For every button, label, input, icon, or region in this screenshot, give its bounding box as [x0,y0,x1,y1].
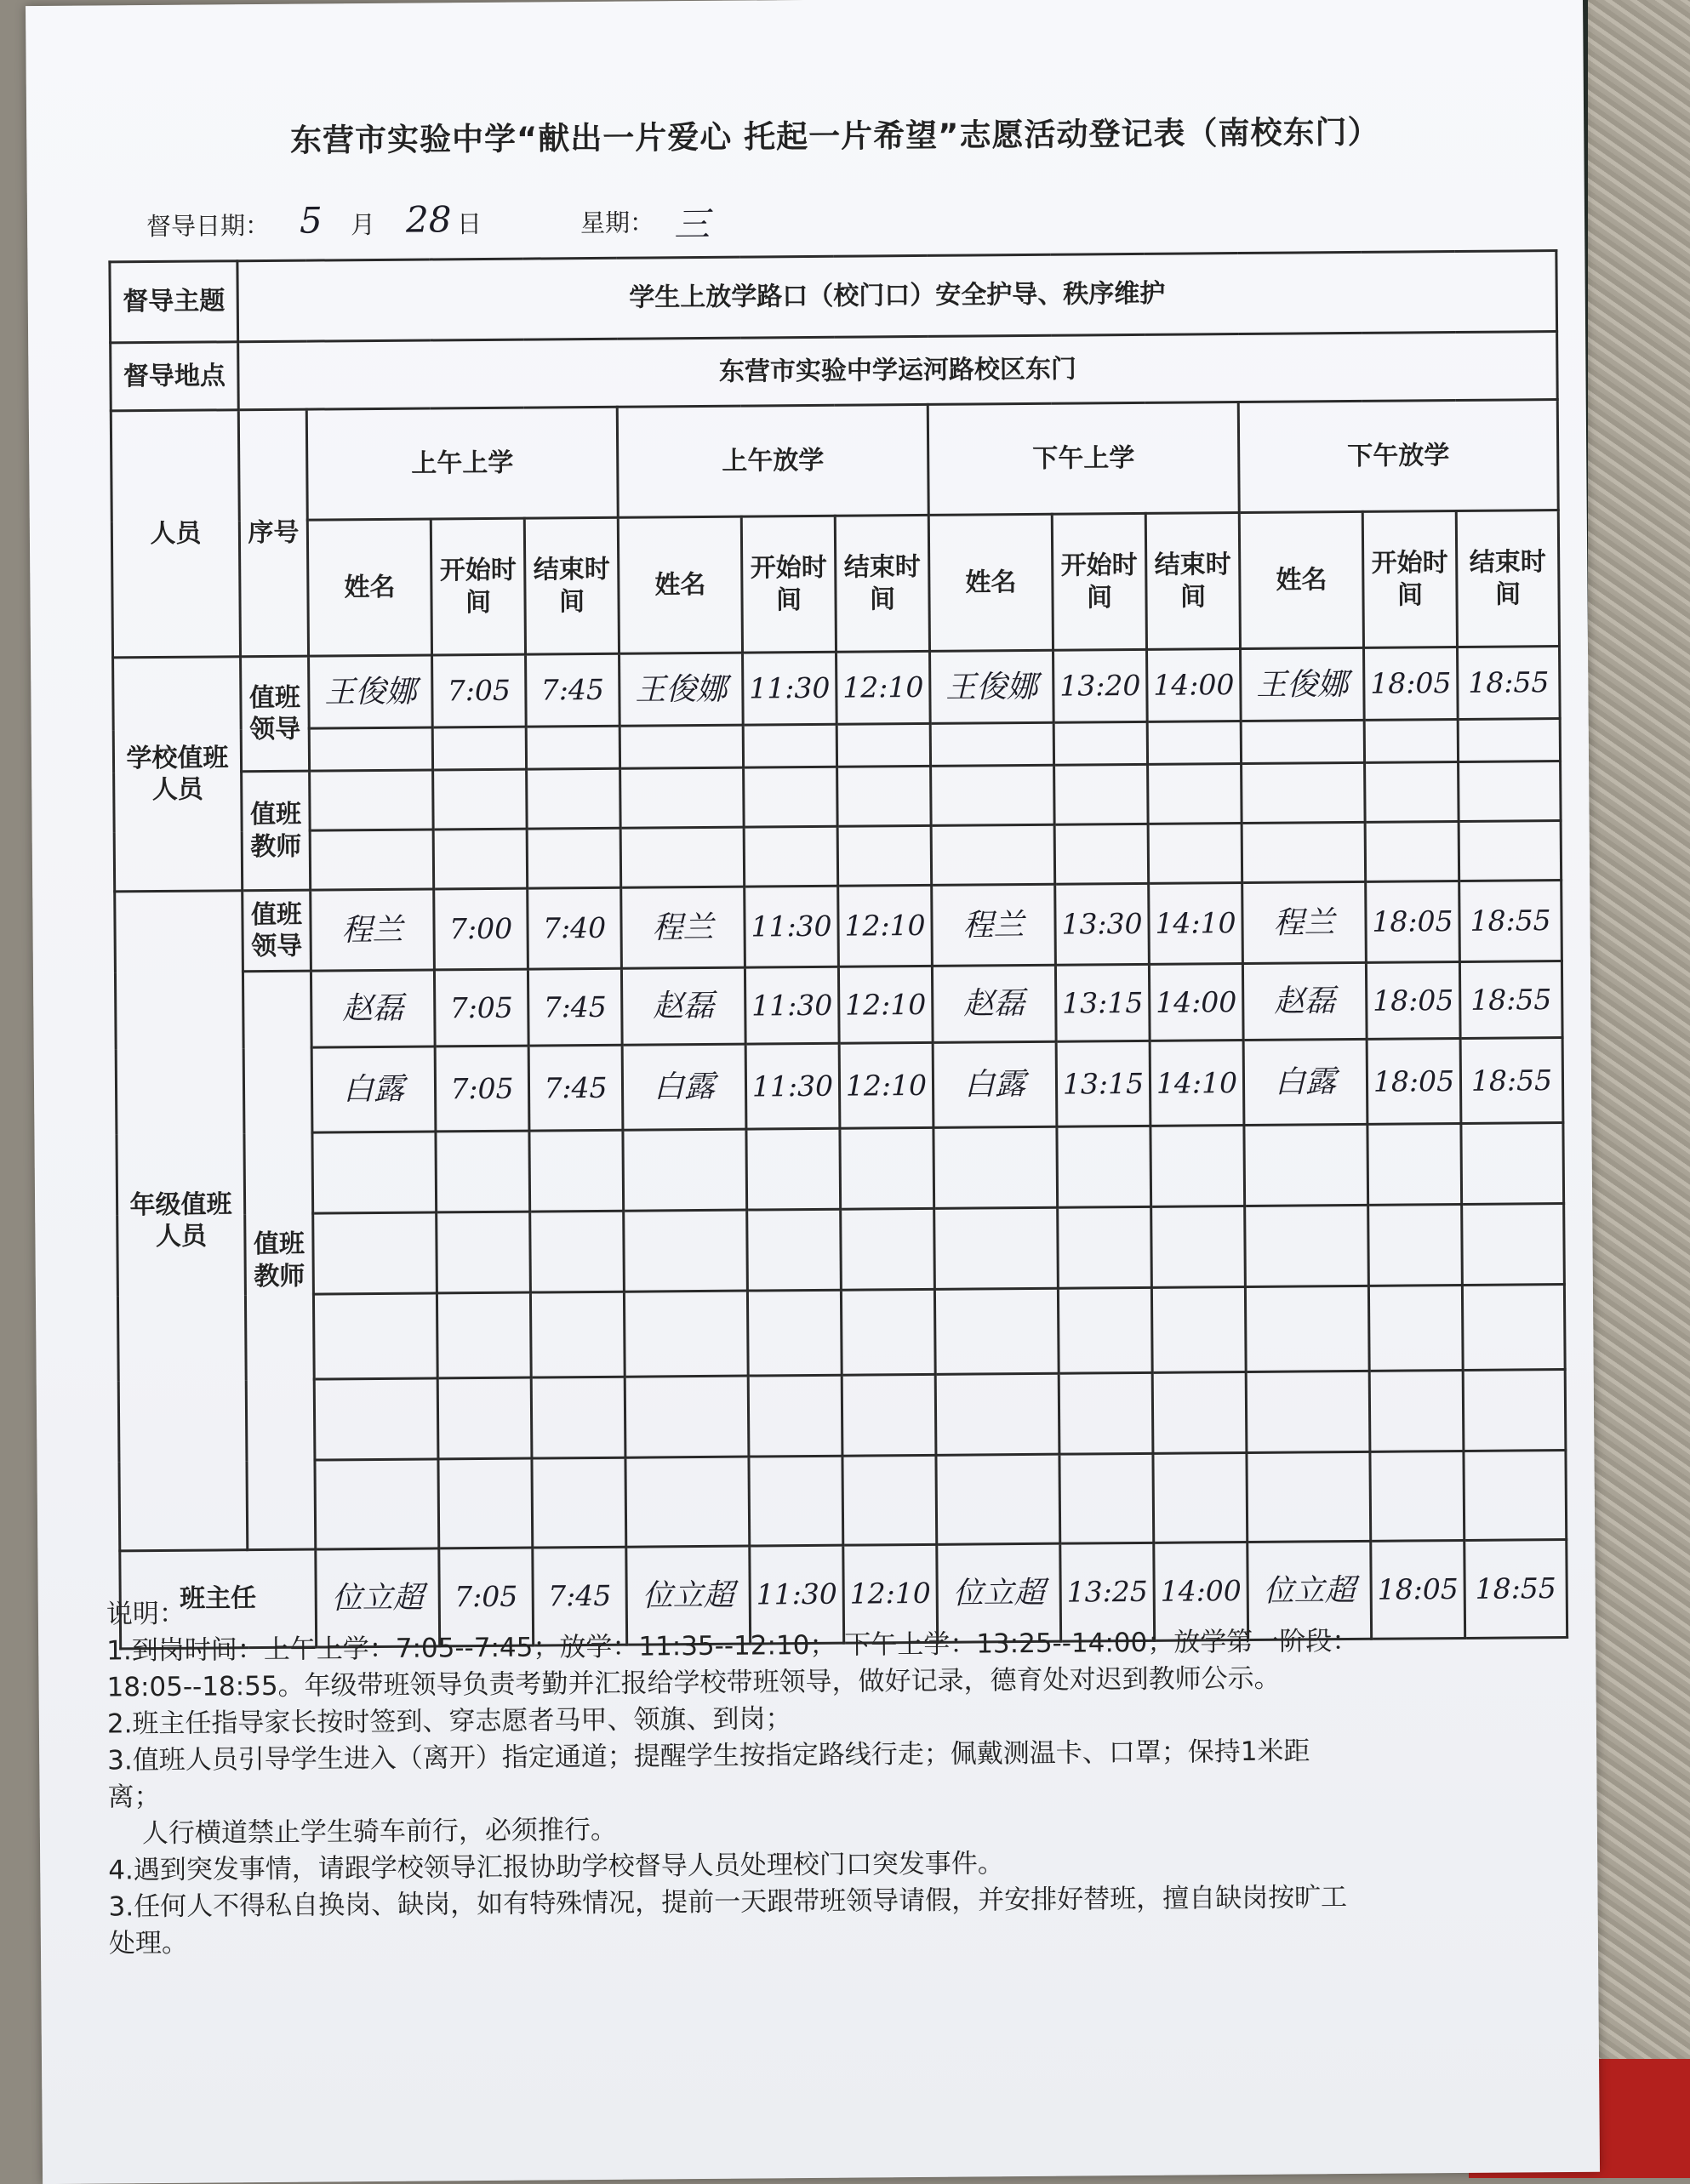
date-day-label: 日 [456,208,482,239]
end-time-cell: 7:45 [533,1547,627,1645]
end-time-cell: 7:45 [528,968,622,1046]
end-time-cell: 18:55 [1464,1540,1567,1639]
date-month: 5 [299,199,323,242]
start-time-cell: 13:30 [1055,883,1150,965]
head-teacher-label: 班主任 [120,1549,317,1649]
signature-cell: 王俊娜 [309,655,433,728]
date-row [121,194,1057,253]
signature-cell: 王俊娜 [619,653,744,726]
location-value: 东营市实验中学运河路校区东门 [238,332,1558,410]
start-time-cell: 11:30 [745,967,839,1044]
signature-cell: 白露 [1243,1039,1367,1125]
start-time-cell: 7:05 [435,1046,529,1132]
signature-cell: 赵磊 [621,967,745,1045]
end-header: 结束时间 [524,517,619,654]
seq-header: 序号 [238,409,308,657]
instruction-line: 4.遇到突发事情，请跟学校领导汇报协助学校督导人员处理校门口突发事件。 [108,1848,1004,1886]
period-header-morning-arrival: 上午上学 [306,407,618,520]
end-time-cell: 18:55 [1459,881,1562,962]
start-time-cell: 18:05 [1366,961,1460,1039]
signature-cell: 程兰 [932,884,1056,966]
instructions-heading: 说明： [106,1598,186,1630]
period-header-afternoon-dismissal: 下午放学 [1238,400,1558,513]
start-time-cell: 7:05 [439,1548,534,1646]
end-time-cell: 14:00 [1149,963,1243,1041]
end-header: 结束时间 [1145,513,1240,650]
end-time-cell: 14:00 [1147,648,1242,721]
weekday-label: 星期： [580,208,655,238]
instruction-line: 离； [107,1782,161,1813]
start-header: 开始时间 [741,516,836,653]
end-time-cell: 7:45 [528,1045,623,1131]
start-time-cell: 13:15 [1056,1041,1150,1126]
instruction-line: 处理。 [108,1927,189,1959]
form-title: 东营市实验中学“献出一片爱心 托起一片希望”志愿活动登记表（南校东门） [289,113,1380,159]
theme-label: 督导主题 [110,261,238,343]
signature-cell: 赵磊 [311,970,435,1047]
signature-cell: 王俊娜 [930,650,1054,723]
instruction-line: 18:05--18:55。年级带班领导负责考勤并汇报给学校带班领导，做好记录，德育处对迟到教师公示。 [106,1662,1281,1703]
end-time-cell: 14:10 [1150,1040,1244,1126]
school-teacher-label: 值班教师 [242,771,311,891]
name-header: 姓名 [928,514,1053,651]
end-time-cell: 18:55 [1459,961,1562,1039]
start-time-cell: 18:05 [1371,1540,1465,1639]
start-header: 开始时间 [1362,511,1457,648]
start-time-cell: 13:20 [1053,649,1148,722]
start-time-cell: 7:00 [434,888,528,970]
start-header: 开始时间 [431,518,525,655]
signature-cell: 程兰 [621,887,745,968]
end-header: 结束时间 [835,515,929,652]
end-time-cell: 18:55 [1457,647,1560,720]
signature-cell: 白露 [933,1041,1057,1127]
period-header-morning-dismissal: 上午放学 [617,404,928,517]
start-time-cell: 11:30 [745,886,839,967]
start-time-cell: 13:25 [1060,1542,1155,1641]
start-time-cell: 18:05 [1367,1038,1461,1124]
end-time-cell: 12:10 [838,885,933,967]
name-header: 姓名 [618,516,742,653]
signature-cell: 位立超 [1248,1541,1372,1639]
end-time-cell: 12:10 [838,966,933,1043]
date-label: 督导日期： [146,210,271,242]
start-time-cell: 7:05 [432,654,527,727]
end-time-cell: 12:10 [843,1544,938,1643]
signature-cell: 赵磊 [1242,962,1367,1040]
name-header: 姓名 [307,519,431,656]
signature-cell: 程兰 [1242,881,1367,963]
end-time-cell: 14:00 [1154,1542,1248,1640]
signature-cell: 白露 [622,1044,746,1130]
weekday-value: 三 [673,202,711,246]
start-time-cell: 11:30 [750,1545,844,1644]
end-time-cell: 18:55 [1460,1038,1563,1124]
grade-teacher-label: 值班教师 [243,971,315,1550]
end-header: 结束时间 [1456,510,1559,647]
instructions [106,1585,1573,1962]
grade-duty-group: 年级值班人员 [115,891,248,1551]
signature-cell: 白露 [311,1046,436,1132]
start-time-cell: 11:30 [743,652,837,725]
registration-form-sheet [26,0,1600,2184]
start-time-cell: 7:05 [434,969,528,1046]
period-header-afternoon-arrival: 下午上学 [928,402,1239,516]
personnel-header: 人员 [111,410,240,658]
end-time-cell: 7:40 [528,887,622,969]
signature-cell: 位立超 [626,1546,751,1645]
location-label: 督导地点 [111,342,239,411]
signature-cell: 赵磊 [932,965,1056,1042]
end-time-cell: 12:10 [839,1042,933,1128]
start-time-cell: 13:15 [1055,964,1150,1041]
start-time-cell: 18:05 [1366,881,1460,962]
start-header: 开始时间 [1052,513,1146,650]
signature-cell: 位立超 [937,1543,1061,1642]
instruction-line: 人行横道禁止学生骑车前行，必须推行。 [141,1814,618,1850]
start-time-cell: 18:05 [1363,647,1458,720]
end-time-cell: 14:10 [1149,882,1243,964]
date-day: 28 [405,198,452,241]
start-time-cell: 11:30 [745,1043,840,1129]
instruction-line: 2.班主任指导家长按时签到、穿志愿者马甲、领旗、到岗； [106,1703,792,1740]
end-time-cell: 12:10 [836,651,931,724]
date-month-label: 月 [350,209,376,240]
signature-cell: 程兰 [311,889,435,971]
end-time-cell: 7:45 [526,653,620,727]
duty-table [108,249,1568,1650]
school-leader-label: 值班领导 [241,656,310,772]
school-duty-group: 学校值班人员 [113,657,243,892]
instruction-line: 1.到岗时间：上午上学：7:05--7:45；放学：11:35--12:10； 下午上学：13:25--14:00；放学第一阶段： [106,1625,1359,1667]
signature-cell: 王俊娜 [1241,647,1365,721]
signature-cell: 位立超 [316,1548,440,1647]
grade-leader-label: 值班领导 [243,890,311,972]
name-header: 姓名 [1239,511,1363,648]
instruction-line: 3.任何人不得私自换岗、缺岗，如有特殊情况，提前一天跟带班领导请假，并安排好替班，擅自缺岗按旷工 [108,1882,1348,1923]
theme-value: 学生上放学路口（校门口）安全护导、秩序维护 [237,251,1557,342]
instruction-line: 3.值班人员引导学生进入（离开）指定通道；提醒学生按指定路线行走；佩戴测温卡、口罩；保持1米距 [107,1736,1310,1776]
